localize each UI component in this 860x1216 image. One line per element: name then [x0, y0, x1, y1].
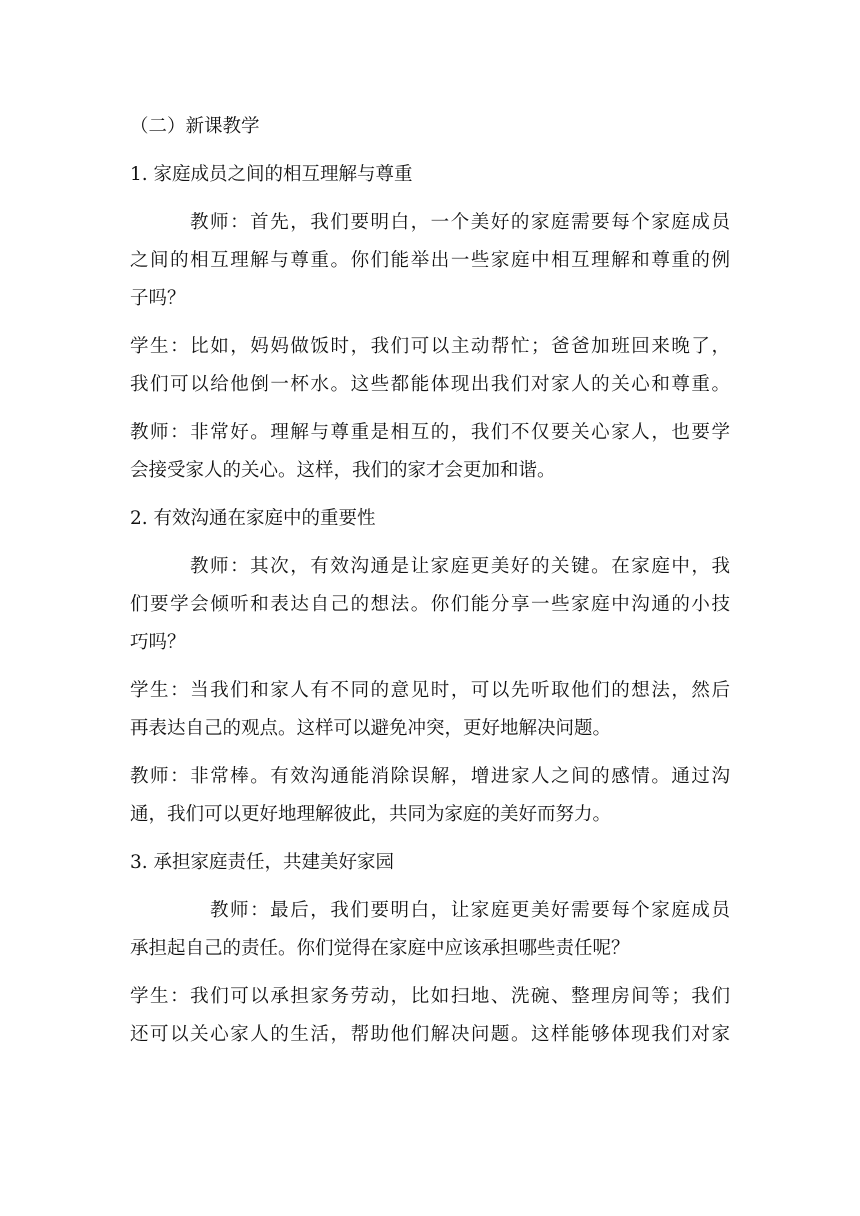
- paragraph-line: 学生：我们可以承担家务劳动，比如扫地、洗碗、整理房间等；我们: [130, 986, 730, 1007]
- topic-1-teacher-paragraph: [130, 204, 730, 318]
- paragraph-line: 之间的相互理解与尊重。你们能举出一些家庭中相互理解和尊重的例: [130, 250, 730, 271]
- paragraph-line: 我们可以给他倒一杯水。这些都能体现出我们对家人的关心和尊重。: [130, 374, 730, 395]
- paragraph-line: 会接受家人的关心。这样，我们的家才会更加和谐。: [130, 460, 556, 481]
- paragraph-line: 承担起自己的责任。你们觉得在家庭中应该承担哪些责任呢？: [130, 938, 630, 959]
- document-page: [130, 108, 730, 1054]
- topic-2-student-paragraph: [130, 672, 730, 748]
- paragraph-line: 们要学会倾听和表达自己的想法。你们能分享一些家庭中沟通的小技: [130, 594, 730, 615]
- paragraph-line: 教师：非常棒。有效沟通能消除误解，增进家人之间的感情。通过沟: [130, 766, 730, 787]
- paragraph-line: 通，我们可以更好地理解彼此，共同为家庭的美好而努力。: [130, 804, 612, 825]
- topic-3-student-paragraph: [130, 978, 730, 1054]
- paragraph-line: 教师：首先，我们要明白，一个美好的家庭需要每个家庭成员: [190, 212, 730, 233]
- topic-1-heading: 1. 家庭成员之间的相互理解与尊重: [130, 164, 413, 185]
- paragraph-line: 教师：最后，我们要明白，让家庭更美好需要每个家庭成员: [210, 900, 730, 921]
- section-title: （二）新课教学: [130, 116, 260, 137]
- paragraph-line: 学生：比如，妈妈做饭时，我们可以主动帮忙；爸爸加班回来晚了，: [130, 336, 730, 357]
- topic-1-teacher-response: [130, 414, 730, 490]
- topic-3-teacher-paragraph: [130, 892, 730, 968]
- topic-1-student-paragraph: [130, 328, 730, 404]
- topic-3-heading: 3. 承担家庭责任，共建美好家园: [130, 852, 395, 873]
- paragraph-line: 子吗？: [130, 288, 186, 309]
- paragraph-line: 巧吗？: [130, 632, 186, 653]
- paragraph-line: 再表达自己的观点。这样可以避免冲突，更好地解决问题。: [130, 718, 612, 739]
- paragraph-line: 还可以关心家人的生活，帮助他们解决问题。这样能够体现我们对家: [130, 1024, 730, 1045]
- paragraph-line: 学生：当我们和家人有不同的意见时，可以先听取他们的想法，然后: [130, 680, 730, 701]
- paragraph-line: 教师：其次，有效沟通是让家庭更美好的关键。在家庭中，我: [190, 556, 730, 577]
- topic-2-teacher-paragraph: [130, 548, 730, 662]
- topic-2-teacher-response: [130, 758, 730, 834]
- topic-2-heading: 2. 有效沟通在家庭中的重要性: [130, 508, 376, 529]
- paragraph-line: 教师：非常好。理解与尊重是相互的，我们不仅要关心家人，也要学: [130, 422, 730, 443]
